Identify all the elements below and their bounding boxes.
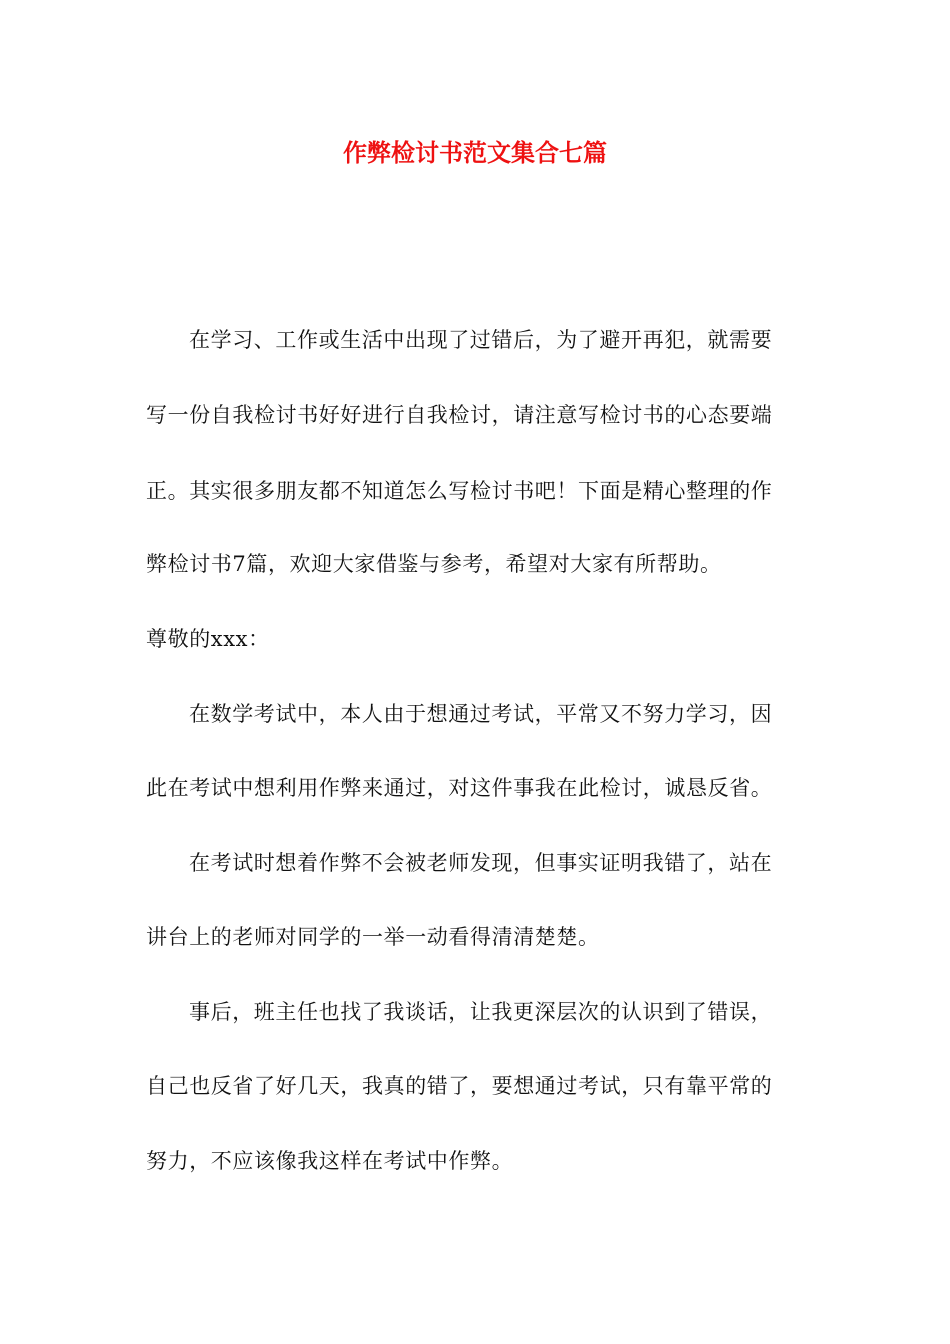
salutation: 尊敬的xxx： (146, 627, 270, 651)
paragraph-line: 正。其实很多朋友都不知道怎么写检讨书吧！下面是精心整理的作 (146, 479, 773, 503)
paragraph-line: 弊检讨书7篇，欢迎大家借鉴与参考，希望对大家有所帮助。 (146, 552, 722, 576)
paragraph-line: 事后，班主任也找了我谈话，让我更深层次的认识到了错误， (189, 1000, 773, 1024)
document-title: 作弊检讨书范文集合七篇 (343, 138, 607, 167)
paragraph-line: 自己也反省了好几天，我真的错了，要想通过考试，只有靠平常的 (146, 1074, 773, 1098)
paragraph-line: 在数学考试中，本人由于想通过考试，平常又不努力学习，因 (189, 702, 773, 726)
paragraph-line: 讲台上的老师对同学的一举一动看得清清楚楚。 (146, 925, 600, 949)
paragraph-line: 写一份自我检讨书好好进行自我检讨，请注意写检讨书的心态要端 (146, 403, 773, 427)
paragraph-line: 努力，不应该像我这样在考试中作弊。 (146, 1149, 514, 1173)
paragraph-line: 在考试时想着作弊不会被老师发现，但事实证明我错了，站在 (189, 851, 773, 875)
paragraph-line: 此在考试中想利用作弊来通过，对这件事我在此检讨，诚恳反省。 (146, 776, 773, 800)
paragraph-line: 在学习、工作或生活中出现了过错后，为了避开再犯，就需要 (189, 328, 773, 352)
